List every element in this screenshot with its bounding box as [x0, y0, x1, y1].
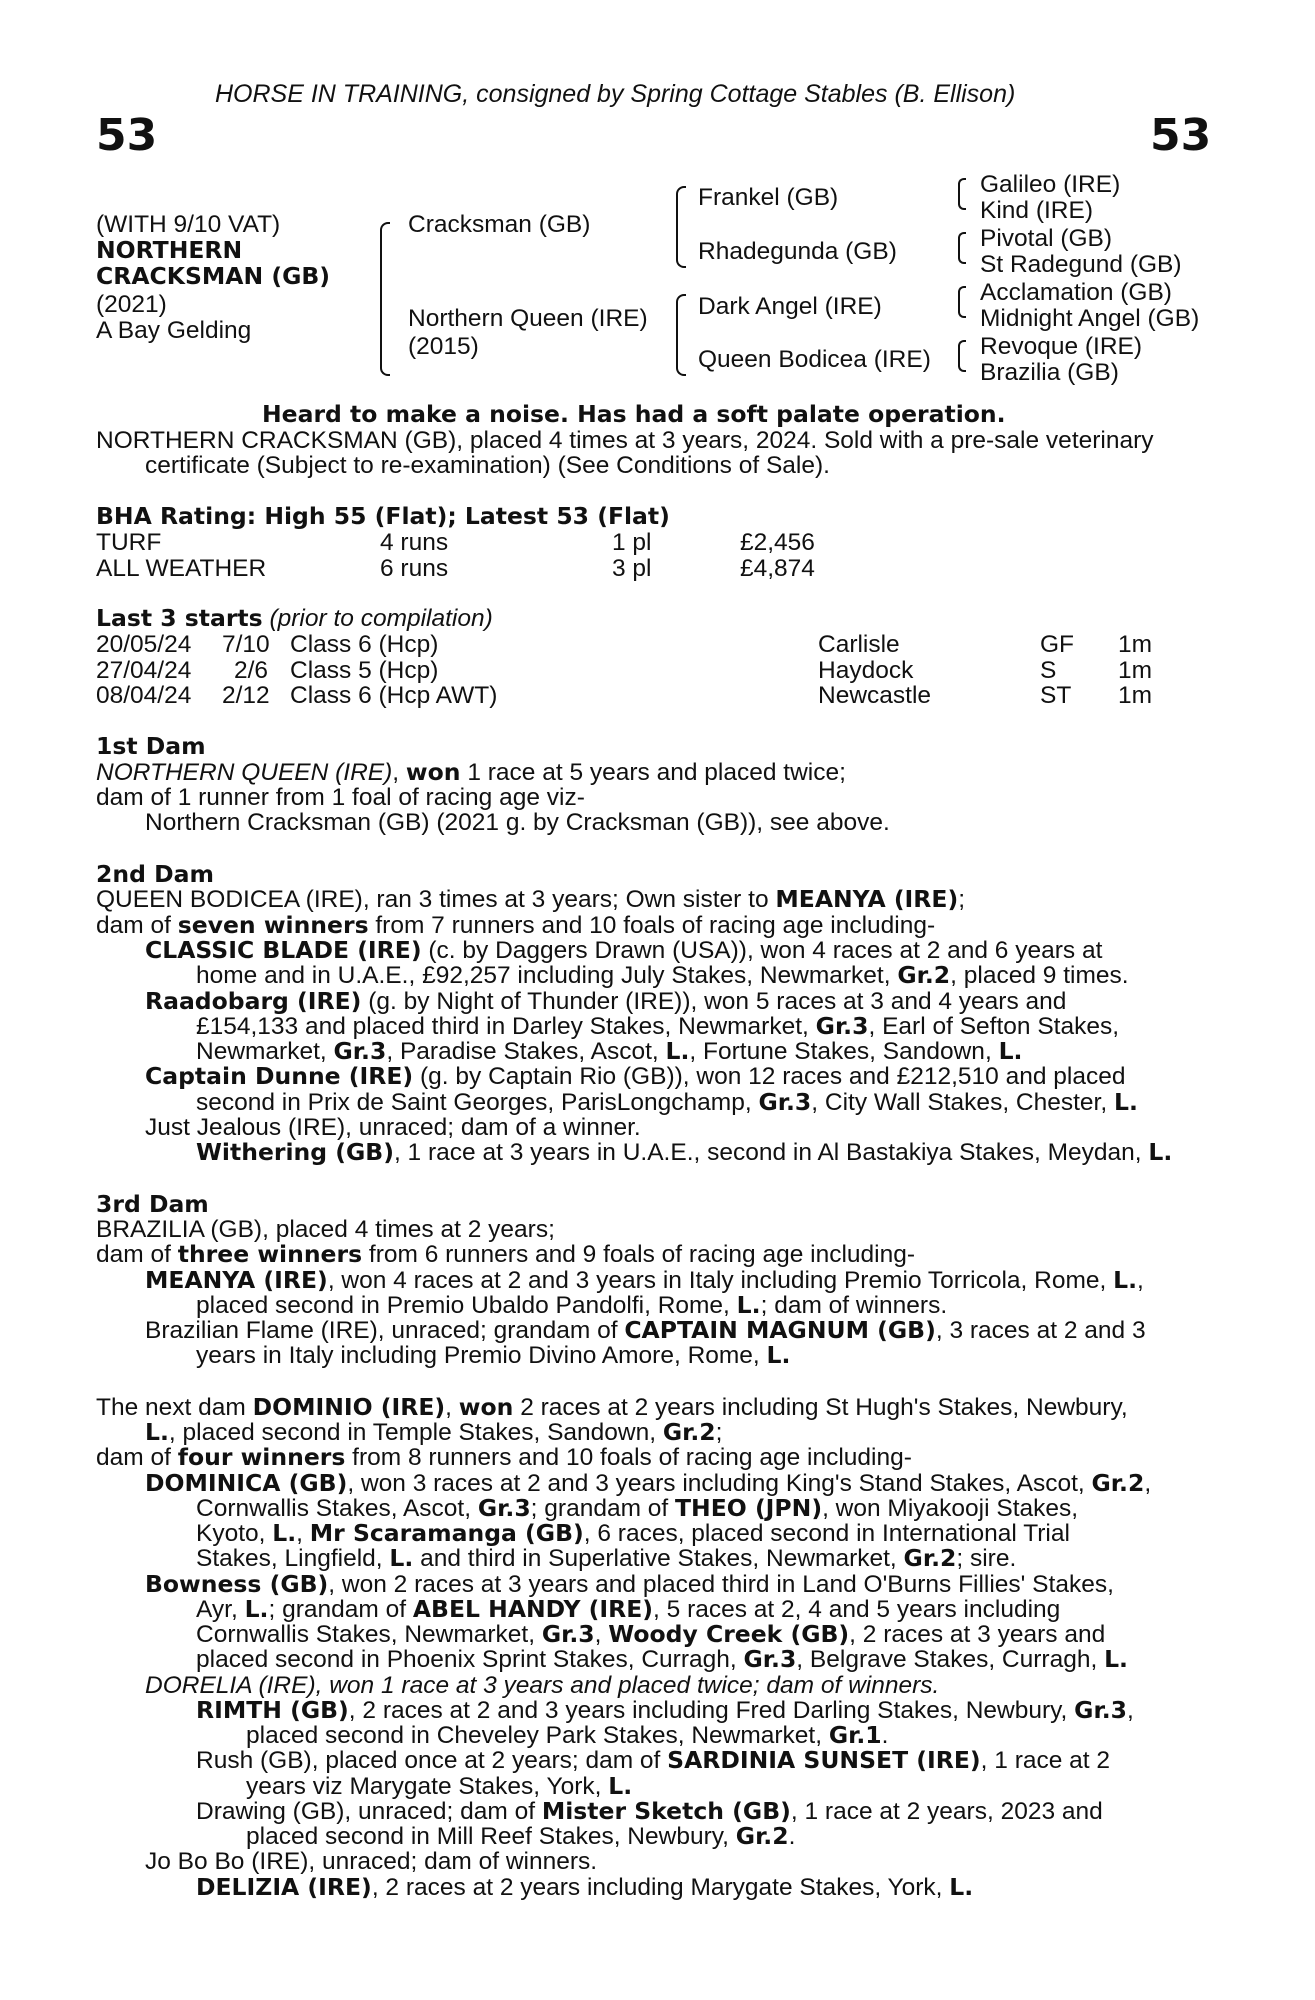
- dam2-line-9: second in Prix de Saint Georges, ParisLongchamp, Gr.3, City Wall Stakes, Chester, L.: [196, 1088, 1138, 1116]
- start-distance: 1m: [1118, 631, 1153, 658]
- nextdam-line-17: Drawing (GB), unraced; dam of Mister Sketch (GB), 1 race at 2 years, 2023 and: [196, 1797, 1103, 1825]
- dam2-line-7: Newmarket, Gr.3, Paradise Stakes, Ascot, L., Fortune Stakes, Sandown, L.: [196, 1037, 1023, 1065]
- rating-placed: 1 pl: [612, 529, 652, 556]
- ancestor-8: Brazilia (GB): [980, 359, 1119, 386]
- start-course: Carlisle: [818, 631, 900, 658]
- start-class: Class 6 (Hcp): [290, 631, 439, 658]
- pedigree-brace-dam: [676, 294, 686, 376]
- start-date: 27/04/24: [96, 657, 192, 684]
- summary-line-2: certificate (Subject to re-examination) (See Conditions of Sale).: [145, 452, 830, 479]
- horse-name-2: CRACKSMAN (GB): [96, 262, 331, 290]
- dam2-line-11: Withering (GB), 1 race at 3 years in U.A.E., second in Al Bastakiya Stakes, Meydan, L.: [196, 1138, 1173, 1166]
- nextdam-line-16: years viz Marygate Stakes, York, L.: [246, 1772, 633, 1800]
- horse-name-1: NORTHERN: [96, 236, 243, 264]
- start-going: GF: [1040, 631, 1075, 658]
- pedigree-brace-g2: [958, 232, 966, 264]
- nextdam-line-15: Rush (GB), placed once at 2 years; dam of SARDINIA SUNSET (IRE), 1 race at 2: [196, 1746, 1111, 1774]
- nextdam-line-9: Ayr, L.; grandam of ABEL HANDY (IRE), 5 races at 2, 4 and 5 years including: [196, 1595, 1061, 1623]
- dam2-line-4: home and in U.A.E., £92,257 including July Stakes, Newmarket, Gr.2, placed 9 times.: [196, 961, 1129, 989]
- consignment-title: HORSE IN TRAINING, consigned by Spring Cottage Stables (B. Ellison): [215, 80, 1016, 108]
- rating-earnings: £2,456: [740, 529, 815, 556]
- nextdam-line-12: DORELIA (IRE), won 1 race at 3 years and placed twice; dam of winners.: [145, 1672, 940, 1699]
- nextdam-line-4: DOMINICA (GB), won 3 races at 2 and 3 years including King's Stand Stakes, Ascot, Gr.2,: [145, 1469, 1152, 1497]
- start-distance: 1m: [1118, 682, 1153, 709]
- last-starts-subtitle: (prior to compilation): [269, 605, 493, 632]
- ancestor-6: Midnight Angel (GB): [980, 305, 1200, 332]
- lot-number-left: 53: [96, 110, 158, 161]
- start-class: Class 5 (Hcp): [290, 657, 439, 684]
- bha-rating: BHA Rating: High 55 (Flat); Latest 53 (Flat): [96, 502, 670, 530]
- pedigree-brace-g3: [958, 286, 966, 318]
- rating-surface: ALL WEATHER: [96, 555, 267, 582]
- dam2-line-6: £154,133 and placed third in Darley Stakes, Newmarket, Gr.3, Earl of Sefton Stakes,: [196, 1012, 1120, 1040]
- start-date: 08/04/24: [96, 682, 192, 709]
- start-course: Haydock: [818, 657, 914, 684]
- nextdam-line-2: L., placed second in Temple Stakes, Sandown, Gr.2;: [145, 1418, 723, 1446]
- dam3-line-2: dam of three winners from 6 runners and 9 foals of racing age including-: [96, 1240, 916, 1268]
- dam3-heading: 3rd Dam: [96, 1190, 209, 1218]
- dam1-line-1: NORTHERN QUEEN (IRE), won 1 race at 5 years and placed twice;: [96, 758, 846, 786]
- last-starts-title: Last 3 starts: [96, 604, 263, 632]
- ancestor-2: Kind (IRE): [980, 197, 1094, 224]
- dam2-line-1: QUEEN BODICEA (IRE), ran 3 times at 3 years; Own sister to MEANYA (IRE);: [96, 885, 966, 913]
- dam2-line-2: dam of seven winners from 7 runners and 10 foals of racing age including-: [96, 911, 936, 939]
- nextdam-line-6: Kyoto, L., Mr Scaramanga (GB), 6 races, placed second in International Trial: [196, 1519, 1070, 1547]
- pedigree-brace-g4: [958, 340, 966, 372]
- start-position: 2/12: [222, 682, 270, 709]
- start-course: Newcastle: [818, 682, 932, 709]
- sire: Cracksman (GB): [408, 211, 591, 238]
- dam2-heading: 2nd Dam: [96, 860, 214, 888]
- nextdam-line-13: RIMTH (GB), 2 races at 2 and 3 years including Fred Darling Stakes, Newbury, Gr.3,: [196, 1696, 1134, 1724]
- rating-surface: TURF: [96, 529, 162, 556]
- ancestor-7: Revoque (IRE): [980, 333, 1143, 360]
- dam2-line-10: Just Jealous (IRE), unraced; dam of a winner.: [145, 1114, 641, 1141]
- start-position: 7/10: [222, 631, 270, 658]
- nextdam-line-10: Cornwallis Stakes, Newmarket, Gr.3, Woody Creek (GB), 2 races at 3 years and: [196, 1620, 1106, 1648]
- start-position: 2/6: [234, 657, 269, 684]
- sire-sire: Frankel (GB): [698, 184, 839, 211]
- dam2-line-8: Captain Dunne (IRE) (g. by Captain Rio (GB)), won 12 races and £212,510 and placed: [145, 1062, 1126, 1090]
- dam-dam: Queen Bodicea (IRE): [698, 346, 931, 373]
- dam1-heading: 1st Dam: [96, 732, 206, 760]
- rating-runs: 6 runs: [380, 555, 449, 582]
- nextdam-line-14: placed second in Cheveley Park Stakes, Newmarket, Gr.1.: [246, 1721, 889, 1749]
- nextdam-line-18: placed second in Mill Reef Stakes, Newbury, Gr.2.: [246, 1822, 796, 1850]
- last-starts-heading: [96, 606, 493, 631]
- dam-year: (2015): [408, 333, 479, 360]
- dam3-line-6: years in Italy including Premio Divino Amore, Rome, L.: [196, 1341, 791, 1369]
- dam1-line-3: Northern Cracksman (GB) (2021 g. by Cracksman (GB)), see above.: [145, 809, 890, 836]
- dam2-line-3: CLASSIC BLADE (IRE) (c. by Daggers Drawn (USA)), won 4 races at 2 and 6 years at: [145, 936, 1103, 964]
- dam: Northern Queen (IRE): [408, 305, 648, 332]
- foaling-year: (2021): [96, 291, 167, 318]
- vat-note: (WITH 9/10 VAT): [96, 211, 281, 238]
- ancestor-4: St Radegund (GB): [980, 251, 1182, 278]
- nextdam-line-3: dam of four winners from 8 runners and 10 foals of racing age including-: [96, 1443, 912, 1471]
- ancestor-1: Galileo (IRE): [980, 171, 1121, 198]
- rating-placed: 3 pl: [612, 555, 652, 582]
- ancestor-3: Pivotal (GB): [980, 225, 1113, 252]
- nextdam-line-20: DELIZIA (IRE), 2 races at 2 years including Marygate Stakes, York, L.: [196, 1873, 974, 1901]
- start-going: S: [1040, 657, 1057, 684]
- start-distance: 1m: [1118, 657, 1153, 684]
- start-date: 20/05/24: [96, 631, 192, 658]
- dam3-line-5: Brazilian Flame (IRE), unraced; grandam of CAPTAIN MAGNUM (GB), 3 races at 2 and 3: [145, 1316, 1146, 1344]
- pedigree-brace-main: [380, 222, 390, 376]
- nextdam-line-1: The next dam DOMINIO (IRE), won 2 races at 2 years including St Hugh's Stakes, Newbury,: [96, 1393, 1128, 1421]
- pedigree-brace-sire: [676, 186, 686, 268]
- dam3-line-1: BRAZILIA (GB), placed 4 times at 2 years;: [96, 1216, 555, 1243]
- start-going: ST: [1040, 682, 1072, 709]
- lot-number-right: 53: [1150, 110, 1212, 161]
- nextdam-line-5: Cornwallis Stakes, Ascot, Gr.3; grandam of THEO (JPN), won Miyakooji Stakes,: [196, 1494, 1079, 1522]
- dam2-line-5: Raadobarg (IRE) (g. by Night of Thunder (IRE)), won 5 races at 3 and 4 years and: [145, 987, 1067, 1015]
- noise-note: Heard to make a noise. Has had a soft palate operation.: [262, 400, 1006, 428]
- dam1-line-2: dam of 1 runner from 1 foal of racing age viz-: [96, 784, 585, 811]
- rating-earnings: £4,874: [740, 555, 815, 582]
- rating-runs: 4 runs: [380, 529, 449, 556]
- dam3-line-3: MEANYA (IRE), won 4 races at 2 and 3 years in Italy including Premio Torricola, Rome, L.,: [145, 1266, 1144, 1294]
- sire-dam: Rhadegunda (GB): [698, 238, 897, 265]
- pedigree-brace-g1: [958, 178, 966, 210]
- nextdam-line-8: Bowness (GB), won 2 races at 3 years and placed third in Land O'Burns Fillies' Stakes,: [145, 1570, 1114, 1598]
- dam-sire: Dark Angel (IRE): [698, 293, 882, 320]
- horse-description: A Bay Gelding: [96, 317, 252, 344]
- nextdam-line-7: Stakes, Lingfield, L. and third in Superlative Stakes, Newmarket, Gr.2; sire.: [196, 1544, 1017, 1572]
- dam3-line-4: placed second in Premio Ubaldo Pandolfi, Rome, L.; dam of winners.: [196, 1291, 948, 1319]
- start-class: Class 6 (Hcp AWT): [290, 682, 498, 709]
- summary-line-1: NORTHERN CRACKSMAN (GB), placed 4 times at 3 years, 2024. Sold with a pre-sale veterinary: [96, 427, 1154, 454]
- nextdam-line-11: placed second in Phoenix Sprint Stakes, Curragh, Gr.3, Belgrave Stakes, Curragh, L.: [196, 1645, 1128, 1673]
- nextdam-line-19: Jo Bo Bo (IRE), unraced; dam of winners.: [145, 1848, 598, 1875]
- ancestor-5: Acclamation (GB): [980, 279, 1172, 306]
